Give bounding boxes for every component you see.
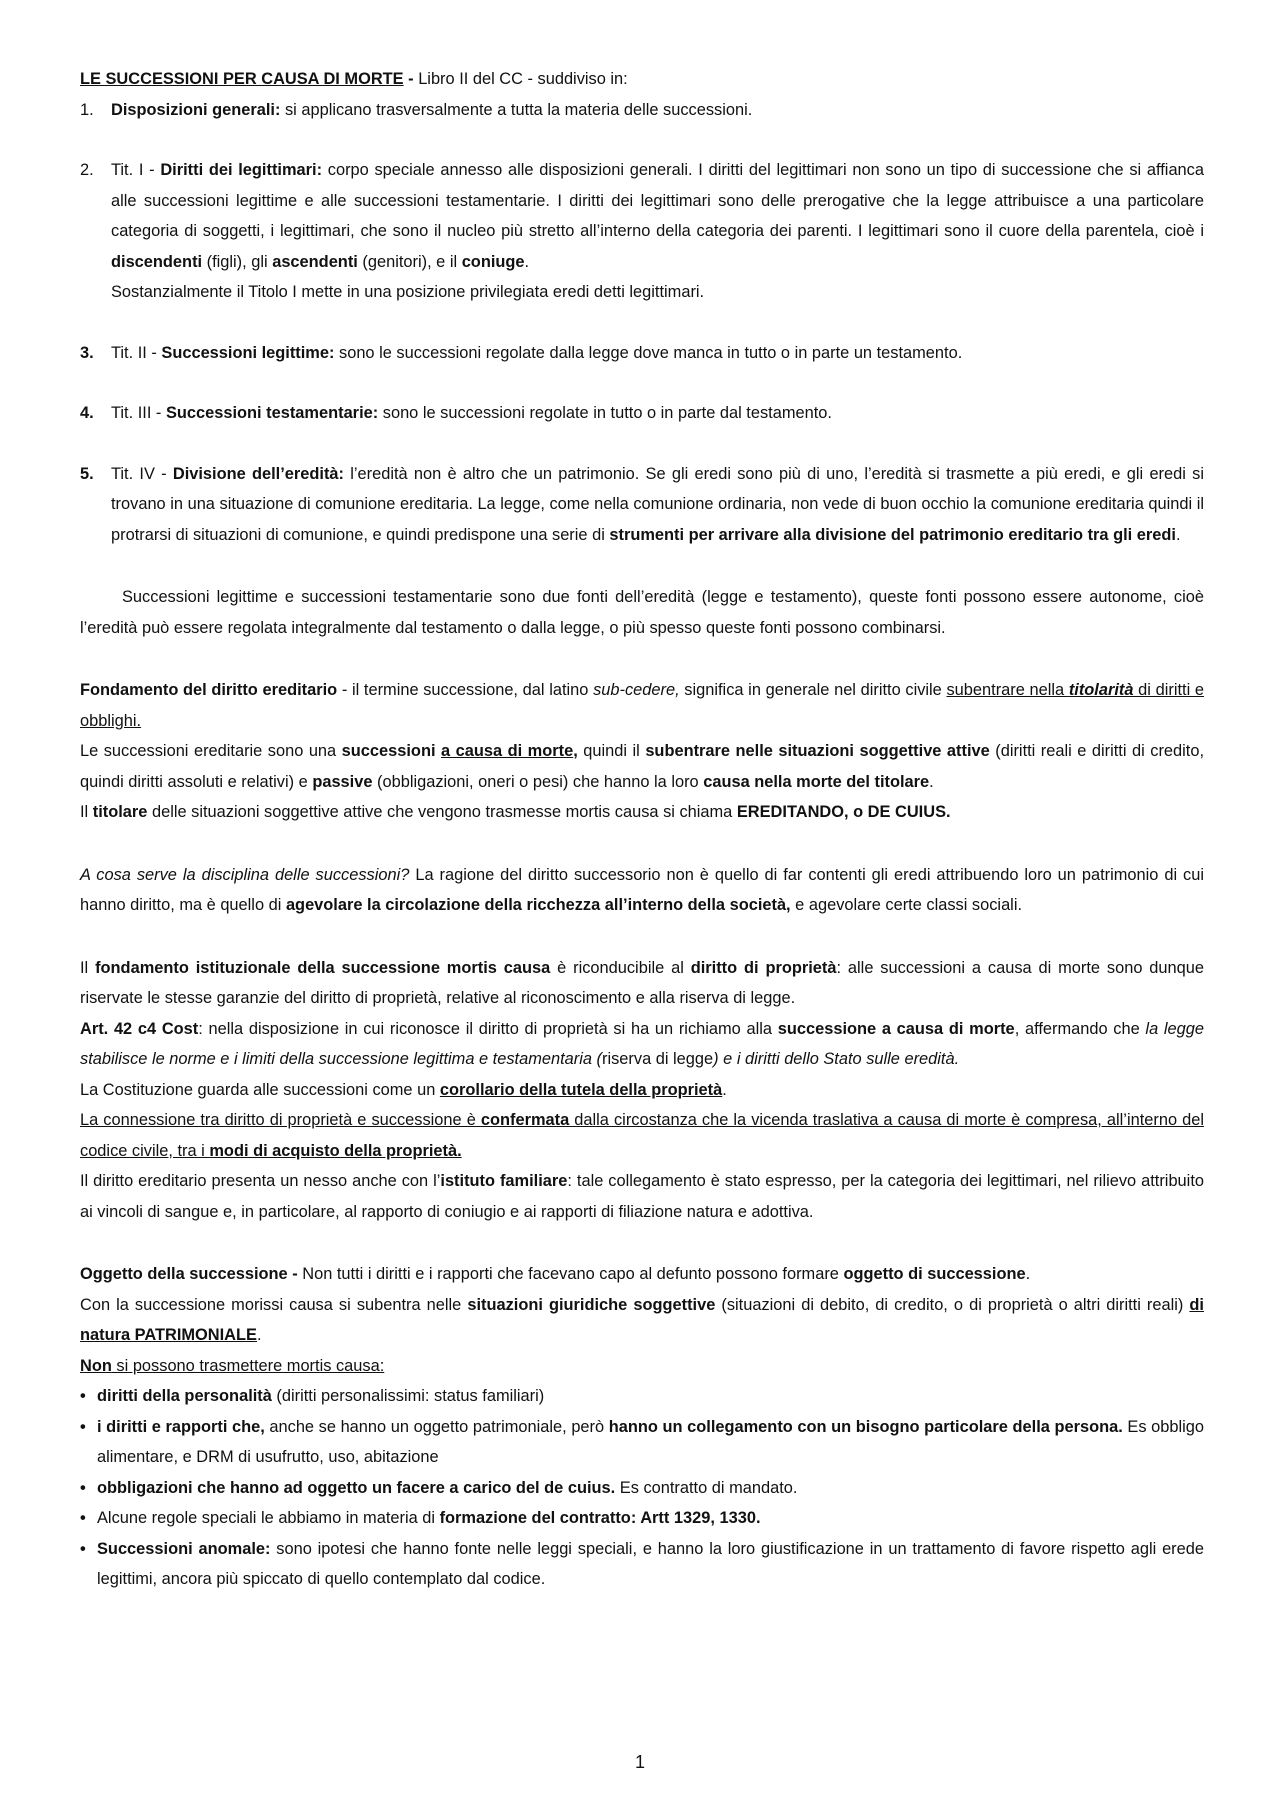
text-run: : nella disposizione in cui riconosce il diritto di proprietà si ha un richiamo alla: [198, 1019, 778, 1038]
heading-title: LE SUCCESSIONI PER CAUSA DI MORTE: [80, 70, 404, 88]
bold-term: formazione del contratto: Artt 1329, 1330.: [439, 1509, 761, 1527]
text-run: di diritti e obblighi.: [80, 681, 1204, 730]
bold-term: modi di acquisto della proprietà.: [209, 1141, 462, 1160]
list-number: 2.: [80, 161, 94, 179]
italic-term: la legge stabilisce le norme e i limiti della successione legittima e testamentaria (: [80, 1019, 1204, 1068]
scopo-paragraph: [80, 860, 1204, 921]
istituto-familiare-paragraph: [80, 1166, 1204, 1227]
list-title: Successioni testamentarie:: [165, 404, 379, 422]
section-title: Oggetto della successione -: [80, 1265, 303, 1283]
text-run: quindi il: [577, 742, 646, 760]
connessione-paragraph: [80, 1105, 1204, 1166]
fondamento-istituzionale-paragraph: [80, 953, 1204, 1014]
costituzione-paragraph: [80, 1075, 1204, 1106]
text-run: : alle successioni a causa di morte sono dunque riservate le stesse garanzie del diritto di proprietà, relative al riconoscimento e alla riserva di legge.: [80, 958, 1205, 1007]
bold-term: strumenti per arrivare alla divisione del patrimonio ereditario tra gli eredi: [609, 525, 1176, 544]
bullet-item: [80, 1412, 1204, 1473]
bold-term: Non: [80, 1356, 112, 1375]
text-run: - il termine successione, dal latino: [337, 681, 594, 699]
bold-term: diritto di proprietà: [690, 958, 837, 977]
list-body: sono le successioni regolate dalla legge dove manca in tutto o in parte un testamento.: [334, 343, 963, 362]
list-text: [111, 398, 1204, 429]
text-run: Non tutti i diritti e i rapporti che facevano capo al defunto possono formare: [302, 1265, 844, 1283]
text-run: Alcune regole speciali le abbiamo in materia di: [97, 1509, 440, 1527]
list-prefix: Tit. IV -: [111, 464, 173, 483]
text-run: : tale collegamento è stato espresso, per la categoria dei legittimari, nel rilievo attribuito ai vincoli di sangue e, in particolare, al rapporto di coniugio e ai rapporti di filiazione natura e adottiva.: [80, 1172, 1204, 1221]
titolare-paragraph: [80, 797, 1204, 828]
text-run: si possono trasmettere mortis causa:: [111, 1356, 385, 1375]
oggetto-paragraph: [80, 1259, 1204, 1290]
fondamento-paragraph: [80, 675, 1204, 736]
list-item-1: [80, 95, 1204, 126]
document-page: [80, 64, 1204, 1595]
text-run: dalla circostanza che la vicenda traslativa a causa di morte è compresa, all’interno del codice civile, tra i: [80, 1111, 1205, 1160]
text-run: (diritti reali e diritti di credito, quindi diritti assoluti e relativi) e: [80, 742, 1205, 791]
bold-term: ascendenti: [272, 252, 358, 271]
text-run: .: [256, 1326, 262, 1344]
text-run: [97, 1534, 1204, 1595]
list-title: Diritti dei legittimari:: [160, 161, 323, 179]
bold-term: istituto familiare: [440, 1172, 568, 1190]
text-run: .: [1175, 525, 1181, 544]
bold-term: ,: [573, 742, 578, 760]
list-item-4: [80, 398, 1204, 429]
list-title: Successioni legittime:: [161, 343, 335, 362]
text-run: subentrare nella: [946, 681, 1069, 699]
text-run: La Costituzione guarda alle successioni come un: [80, 1080, 440, 1099]
list-body: l’eredità non è altro che un patrimonio. Se gli eredi sono più di uno, l’eredità si trasmette a più eredi, e gli eredi si trovano in una situazione di comunione ereditaria. La legge, come nella comunione ordinaria, non vede di buon occhio la comunione ereditaria quindi il protrarsi di situazioni di comunione, e quindi predispone una serie di: [111, 464, 1204, 544]
list-title: Divisione dell’eredità:: [172, 464, 344, 483]
text-run: (situazioni di debito, di credito, o di proprietà o altri diritti reali): [715, 1295, 1190, 1314]
bold-term: EREDITANDO, o DE CUIUS.: [736, 803, 951, 821]
list-number: 4.: [80, 404, 94, 422]
list-item-3: [80, 338, 1204, 369]
italic-term: sub-cedere,: [593, 681, 680, 699]
text-run: delle situazioni soggettive attive che vengono trasmesse mortis causa si chiama: [147, 803, 737, 821]
bold-term: coniuge: [461, 252, 525, 271]
bullet-item: [80, 1534, 1204, 1595]
italic-term: titolarità: [1068, 681, 1134, 699]
text-run: Il: [80, 803, 93, 821]
text-run: Sostanzialmente il Titolo I mette in una posizione privilegiata eredi detti legittimari.: [111, 283, 705, 301]
bold-term: a causa di morte: [441, 742, 574, 760]
list-body: sono le successioni regolate in tutto o in parte dal testamento.: [378, 404, 832, 422]
bullet-icon: •: [80, 1509, 86, 1527]
text-run: è riconducibile al: [550, 958, 691, 977]
bullet-icon: •: [80, 1417, 86, 1436]
text-run: Con la successione morissi causa si subentra nelle: [80, 1295, 468, 1314]
list-text: [111, 155, 1204, 308]
text-run: (genitori), e il: [357, 252, 462, 271]
heading-rest: Libro II del CC - suddiviso in:: [418, 70, 628, 88]
list-number: 1.: [80, 100, 94, 119]
text-run: Le successioni ereditarie sono una: [80, 742, 342, 760]
bullet-icon: •: [80, 1387, 86, 1405]
bold-term: successioni: [341, 742, 442, 760]
bullet-item: [80, 1381, 1204, 1412]
bullet-icon: •: [80, 1478, 86, 1497]
bold-term: corollario della tutela della proprietà: [439, 1080, 723, 1099]
text-run: .: [524, 252, 530, 271]
list-item-5: [80, 459, 1204, 551]
bold-term: titolare: [92, 803, 148, 821]
bold-term: agevolare la circolazione della ricchezza all’interno della società,: [285, 896, 791, 914]
text-run: (diritti personalissimi: status familiari): [271, 1387, 545, 1405]
bold-term: obbligazioni che hanno ad oggetto un facere a carico del de cuius.: [97, 1478, 616, 1497]
bold-term: i diritti e rapporti che,: [97, 1417, 265, 1436]
text-run: e agevolare certe classi sociali.: [790, 896, 1023, 914]
text-run: La ragione del diritto successorio non è quello di far contenti gli eredi attribuendo loro un patrimonio di cui hanno diritto, ma è quello di: [80, 865, 1204, 914]
bullet-item: [80, 1473, 1204, 1504]
text-run: [97, 1473, 1204, 1504]
bold-term: situazioni giuridiche soggettive: [467, 1295, 716, 1314]
bold-term: successione a causa di morte: [777, 1019, 1015, 1038]
section-title: Fondamento del diritto ereditario: [80, 681, 338, 699]
bold-term: Art. 42 c4 Cost: [80, 1019, 199, 1038]
text-run: anche se hanno un oggetto patrimoniale, però: [264, 1417, 609, 1436]
list-text: [111, 338, 1204, 369]
text-run: (obbligazioni, oneri o pesi) che hanno la loro: [372, 772, 704, 791]
bold-term: oggetto di successione: [843, 1265, 1026, 1283]
italic-term: ) e i diritti dello Stato sulle eredità.: [713, 1050, 960, 1068]
list-text: [111, 95, 1204, 126]
natura-patrimoniale-paragraph: [80, 1290, 1204, 1351]
list-prefix: Tit. I -: [111, 161, 161, 179]
bullet-icon: •: [80, 1539, 86, 1558]
list-body: corpo speciale annesso alle disposizioni generali. I diritti del legittimari non sono un tipo di successione che si affianca alle successioni legittime e alle successioni testamentarie. I diritti dei legittimari sono delle prerogative che la legge attribuisce a una particolare categoria di soggetti, i legittimari, che sono il nucleo più stretto all’interno della categoria dei parenti. I legittimari sono il cuore della parentela, cioè i: [111, 161, 1204, 240]
text-run: [97, 1412, 1204, 1473]
text-run: [97, 1503, 1204, 1534]
text-run: Es obbligo alimentare, e DRM di usufrutto, uso, abitazione: [97, 1417, 1204, 1466]
bold-term: di natura PATRIMONIALE: [80, 1295, 1204, 1344]
bold-term: passive: [312, 772, 373, 791]
text-run: [97, 1381, 1204, 1412]
list-number: 3.: [80, 343, 94, 362]
non-trasmissibili-heading: [80, 1351, 1204, 1382]
successioni-ereditarie-paragraph: [80, 736, 1204, 797]
art42-paragraph: [80, 1014, 1204, 1075]
bold-term: diritti della personalità: [97, 1387, 272, 1405]
text-run: (figli), gli: [202, 252, 273, 271]
heading-dash: -: [403, 70, 419, 88]
list-text: [111, 459, 1204, 551]
list-prefix: Tit. II -: [111, 343, 162, 362]
list-prefix: Tit. III -: [111, 404, 166, 422]
text-run: , affermando che: [1014, 1019, 1146, 1038]
bold-term: discendenti: [111, 252, 203, 271]
bold-term: fondamento istituzionale della successione mortis causa: [95, 958, 551, 977]
italic-question: A cosa serve la disciplina delle successioni?: [80, 865, 410, 884]
bold-term: causa nella morte del titolare: [703, 772, 930, 791]
bold-term: subentrare nelle situazioni soggettive attive: [645, 742, 990, 760]
bold-term: confermata: [480, 1111, 570, 1129]
list-item-2: [80, 155, 1204, 308]
list-body: si applicano trasversalmente a tutta la materia delle successioni.: [280, 100, 753, 119]
list-title: Disposizioni generali:: [111, 100, 281, 119]
text-run: Es contratto di mandato.: [615, 1478, 798, 1497]
text-run: La connessione tra diritto di proprietà e successione è: [80, 1111, 481, 1129]
text-run: .: [1025, 1265, 1031, 1283]
bullet-item: [80, 1503, 1204, 1534]
text-run: significa in generale nel diritto civile: [679, 681, 947, 699]
list-number: 5.: [80, 464, 94, 483]
text-run: sono ipotesi che hanno fonte nelle leggi speciali, e hanno la loro giustificazione in un trattamento di favore rispetto agli erede legittimi, ancora più spiccato di quello contemplato dal codice.: [97, 1539, 1204, 1588]
bold-term: hanno un collegamento con un bisogno particolare della persona.: [608, 1417, 1123, 1436]
document-heading: [80, 64, 1204, 95]
text-run: Il diritto ereditario presenta un nesso anche con l’: [80, 1172, 441, 1190]
text-run: .: [929, 772, 934, 791]
fonti-paragraph: Successioni legittime e successioni testamentarie sono due fonti dell’eredità (legge e testamento), queste fonti possono essere autonome, cioè l’eredità può essere regolata integralmente dal testamento o dalla legge, o più spesso queste fonti possono combinarsi.: [80, 588, 1204, 637]
text-run: .: [722, 1080, 727, 1099]
text-run: riserva di legge: [602, 1050, 714, 1068]
text-run: Il: [80, 958, 96, 977]
page-number: 1: [634, 1752, 645, 1772]
bold-term: Successioni anomale:: [97, 1539, 271, 1558]
